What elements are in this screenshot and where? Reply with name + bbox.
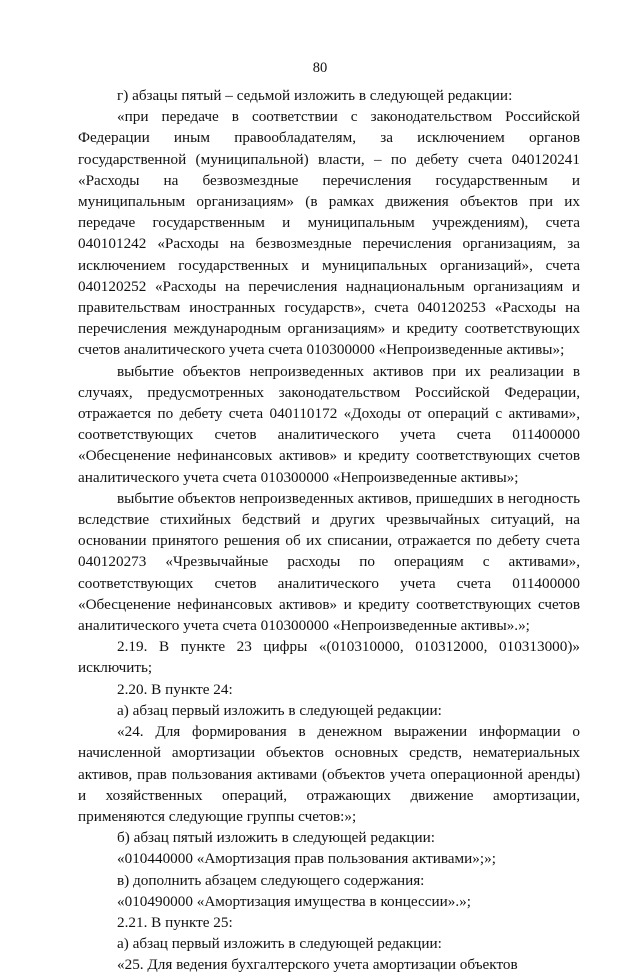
document-body [78, 85, 580, 976]
paragraph: а) абзац первый изложить в следующей редакции: [117, 935, 442, 953]
paragraph: 2.20. В пункте 24: [117, 680, 233, 698]
page-number: 80 [312, 60, 328, 76]
paragraph: «24. Для формирования в денежном выражении информации о начисленной амортизации объектов основных средств, нематериальных активов, прав пользования активами (объектов учета операционной аренды) и хозяйственных операций, отражающих движение амортизации, применяются следующие группы счетов:»; [78, 723, 580, 825]
paragraph: 2.21. В пункте 25: [117, 913, 233, 931]
paragraph: 2.19. В пункте 23 цифры «(010310000, 010312000, 010313000)» исключить; [78, 638, 580, 677]
paragraph: в) дополнить абзацем следующего содержания: [117, 871, 425, 889]
paragraph: «25. Для ведения бухгалтерского учета амортизации объектов [117, 956, 518, 974]
paragraph: «010440000 «Амортизация прав пользования активами»;»; [117, 850, 496, 868]
paragraph: «при передаче в соответствии с законодательством Российской Федерации иным правообладателям, за исключением органов государственной (муниципальной) власти, – по дебету счета 040120241 «Расходы на безвозмездные перечисления государственным и муниципальным организациям» (в рамках движения объектов при их передаче государственным и муниципальным учреждениям), счета 040101242 «Расходы на безвозмездные перечисления организациям, за исключением государственных и муниципальных организаций», счета 040120252 «Расходы на перечисления наднациональным организациям и правительствам иностранных государств», счета 040120253 «Расходы на перечисления международным организациям» и кредиту соответствующих счетов аналитического учета счета 010300000 «Непроизведенные активы»; [78, 108, 580, 359]
paragraph: б) абзац пятый изложить в следующей редакции: [117, 829, 435, 847]
paragraph: «010490000 «Амортизация имущества в концессии».»; [117, 892, 471, 910]
paragraph: выбытие объектов непроизведенных активов, пришедших в негодность вследствие стихийных бедствий и других чрезвычайных ситуаций, на основании принятого решения об их списании, отражается по дебету счета 040120273 «Чрезвычайные расходы по операциям с активами», соответствующих счетов аналитического учета счета 011400000 «Обесценение нефинансовых активов» и кредиту соответствующих счетов аналитического учета счета 010300000 «Непроизведенные активы».»; [78, 489, 580, 635]
paragraph: а) абзац первый изложить в следующей редакции: [117, 701, 442, 719]
paragraph: выбытие объектов непроизведенных активов при их реализации в случаях, предусмотренных законодательством Российской Федерации, отражается по дебету счета 040110172 «Доходы от операций с активами», соответствующих счетов аналитического учета счета 011400000 «Обесценение нефинансовых активов» и кредиту соответствующих счетов аналитического учета счета 010300000 «Непроизведенные активы»; [78, 362, 580, 486]
paragraph: г) абзацы пятый – седьмой изложить в следующей редакции: [117, 87, 513, 104]
